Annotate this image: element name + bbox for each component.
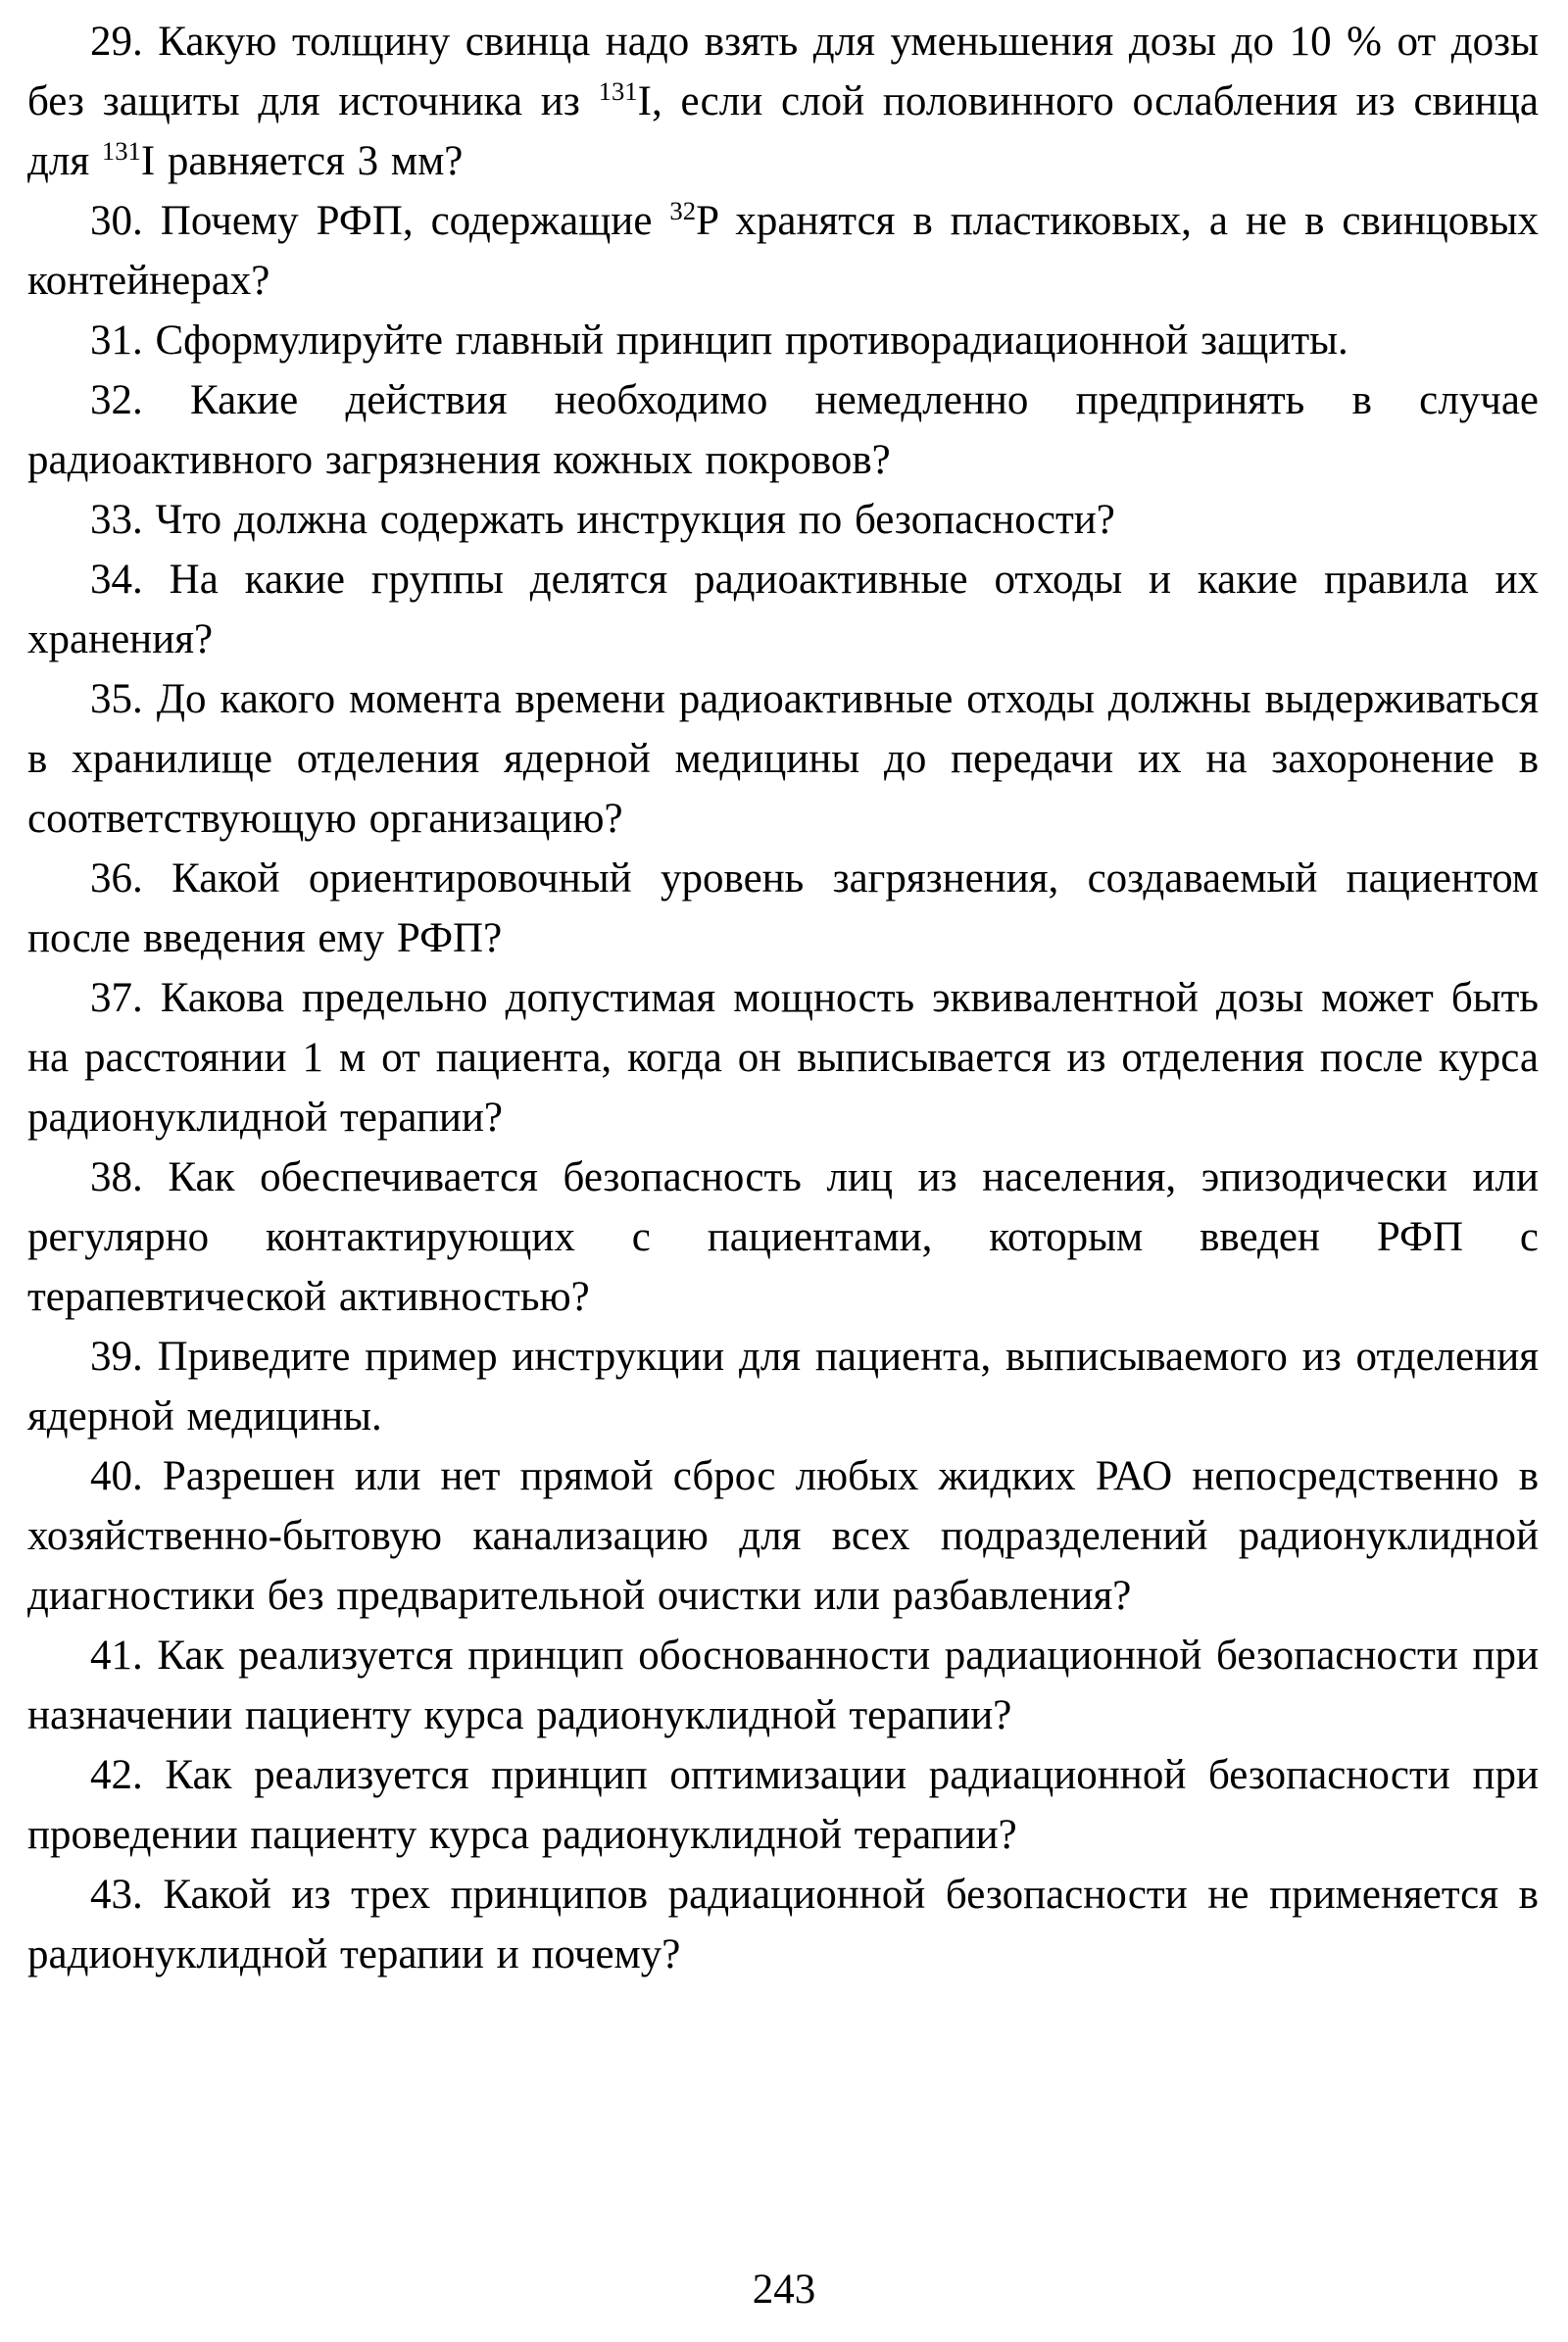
page-number: 243 [752,2267,816,2313]
question-list [27,12,1539,1984]
question-paragraph: 38. Как обеспечивается безопасность лиц из населения, эпизодически или регулярно контактирующих с пациентами, которым введен РФП с терапевтической активностью? [27,1154,1539,1320]
question-paragraph: 39. Приведите пример инструкции для пациента, выписываемого из отделения ядерной медицины. [27,1334,1539,1439]
question-paragraph: 33. Что должна содержать инструкция по безопасности? [90,497,1115,543]
question-paragraph: 41. Как реализуется принцип обоснованности радиационной безопасности при назначении пациенту курса радионуклидной терапии? [27,1633,1539,1738]
question-paragraph: 32. Какие действия необходимо немедленно предпринять в случае радиоактивного загрязнения кожных покровов? [27,377,1540,483]
question-paragraph: 40. Разрешен или нет прямой сброс любых жидких РАО непосредственно в хозяйственно-бытовую канализацию для всех подразделений радионуклидной диагностики без предварительной очистки или разбавления? [27,1453,1539,1619]
question-paragraph: 29. Какую толщину свинца надо взять для уменьшения дозы до 10 % от дозы без защиты для источника из $^{131}$I, если слой половинного ослабления из свинца для $^{131}$I равняется 3 мм? [27,19,1539,184]
question-paragraph: 42. Как реализуется принцип оптимизации радиационной безопасности при проведении пациенту курса радионуклидной терапии? [27,1752,1539,1858]
question-paragraph: 43. Какой из трех принципов радиационной безопасности не применяется в радионуклидной терапии и почему? [27,1872,1539,1977]
question-paragraph: 36. Какой ориентировочный уровень загрязнения, создаваемый пациентом после введения ему РФП? [27,855,1540,961]
isotope-mass-superscript: 131 [598,76,638,107]
question-paragraph: 34. На какие группы делятся радиоактивные отходы и какие правила их хранения? [27,557,1539,662]
isotope-mass-superscript: 32 [669,196,697,226]
question-paragraph: 37. Какова предельно допустимая мощность эквивалентной дозы может быть на расстоянии 1 м от пациента, когда он выписывается из отделения после курса радионуклидной терапии? [27,975,1540,1141]
isotope-mass-superscript: 131 [101,136,141,167]
question-paragraph: 30. Почему РФП, содержащие $^{32}$P хранятся в пластиковых, а не в свинцовых контейнерах? [27,196,1539,304]
question-paragraph: 31. Сформулируйте главный принцип противорадиационной защиты. [90,317,1348,364]
question-paragraph: 35. До какого момента времени радиоактивные отходы должны выдерживаться в хранилище отделения ядерной медицины до передачи их на захоронение в соответствующую организацию? [27,676,1540,842]
